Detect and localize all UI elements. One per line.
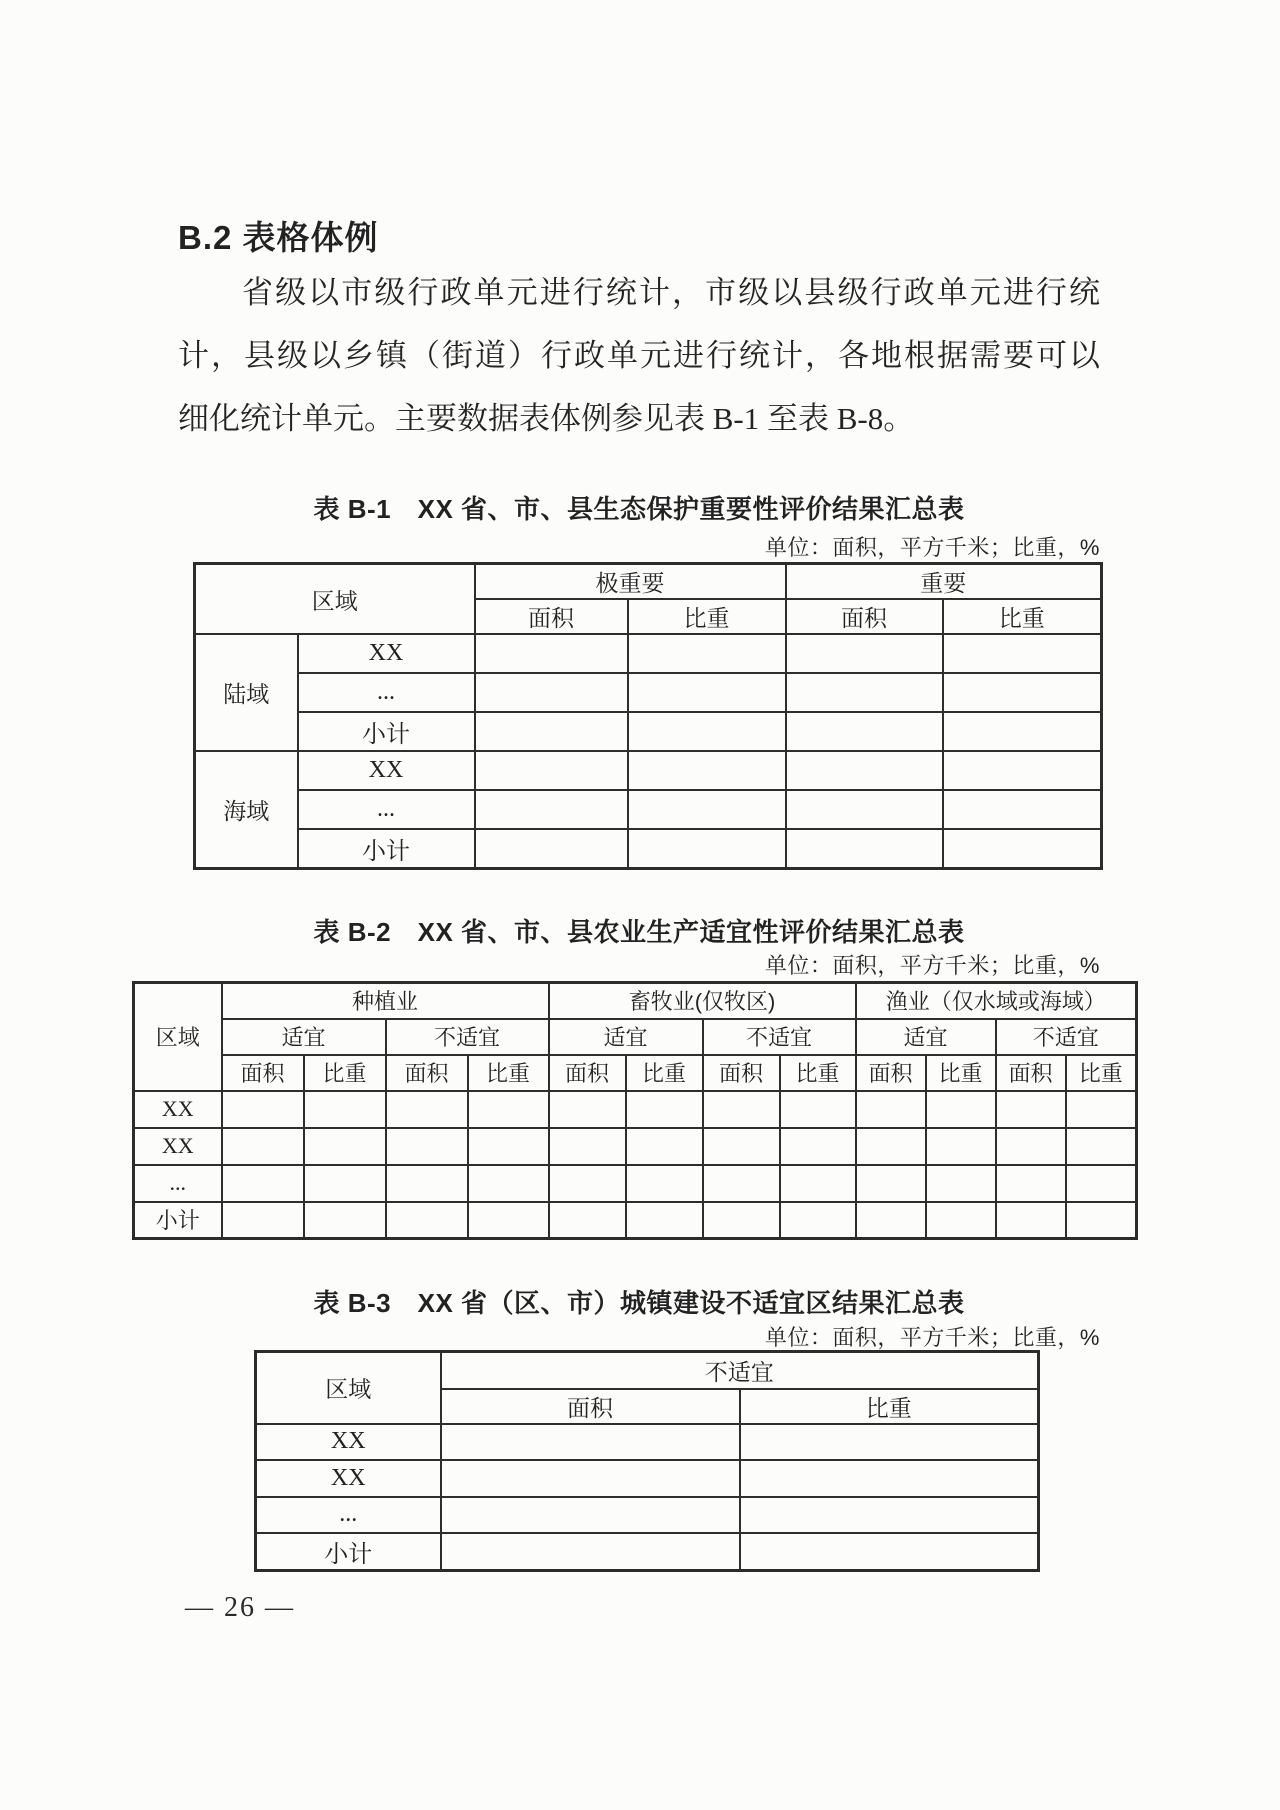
row-label-cell: ... [298,673,475,712]
corner-header-cell: 区域 [195,564,475,635]
table-b3 [254,1350,1040,1572]
column-header-cell: 比重 [926,1055,996,1091]
empty-data-cell [786,634,943,673]
empty-data-cell [441,1424,740,1460]
empty-data-cell [222,1128,304,1165]
empty-data-cell [549,1202,626,1239]
row-label-cell: 小计 [298,712,475,751]
empty-data-cell [441,1460,740,1497]
empty-data-cell [856,1128,926,1165]
empty-data-cell [786,790,943,829]
row-label-cell: XX [256,1460,441,1497]
empty-data-cell [626,1091,703,1128]
empty-data-cell [1066,1165,1137,1202]
row-label-cell: 小计 [298,829,475,868]
group-header-cell: 畜牧业(仅牧区) [549,983,856,1019]
empty-data-cell [786,673,943,712]
empty-data-cell [943,634,1102,673]
suitability-header-cell: 不适宜 [703,1019,856,1055]
empty-data-cell [628,790,786,829]
table-b3-unit-note: 单位：面积，平方千米；比重，% [764,1325,1100,1350]
suitability-header-cell: 不适宜 [386,1019,549,1055]
empty-data-cell [926,1165,996,1202]
corner-header-cell: 区域 [256,1352,441,1424]
column-header-cell: 面积 [475,599,628,634]
empty-data-cell [996,1128,1066,1165]
page-number: — 26 — [185,1592,295,1623]
empty-data-cell [304,1128,386,1165]
empty-data-cell [475,751,628,790]
table-b1-title: 表 B-1 XX 省、市、县生态保护重要性评价结果汇总表 [313,494,965,524]
column-header-cell: 比重 [943,599,1102,634]
column-header-cell: 面积 [222,1055,304,1091]
suitability-header-cell: 适宜 [222,1019,386,1055]
empty-data-cell [386,1091,468,1128]
column-header-cell: 比重 [304,1055,386,1091]
empty-data-cell [386,1128,468,1165]
empty-data-cell [468,1091,549,1128]
group-header-cell: 极重要 [475,564,786,600]
empty-data-cell [780,1128,856,1165]
empty-data-cell [628,829,786,868]
paragraph-line: 计，县级以乡镇（街道）行政单元进行统计，各地根据需要可以 [178,338,1100,373]
body-paragraph [178,261,1100,450]
empty-data-cell [740,1460,1039,1497]
empty-data-cell [304,1091,386,1128]
table-b2-title: 表 B-2 XX 省、市、县农业生产适宜性评价结果汇总表 [313,917,965,947]
row-label-cell: XX [298,751,475,790]
row-group-label-cell: 陆域 [195,634,298,751]
column-header-cell: 比重 [780,1055,856,1091]
empty-data-cell [856,1165,926,1202]
empty-data-cell [996,1202,1066,1239]
column-header-cell: 面积 [786,599,943,634]
table-b1-unit-note: 单位：面积，平方千米；比重，% [764,535,1100,560]
row-label-cell: ... [298,790,475,829]
empty-data-cell [996,1091,1066,1128]
suitability-header-cell: 不适宜 [996,1019,1137,1055]
empty-data-cell [740,1533,1039,1571]
section-heading: B.2 表格体例 [178,219,379,256]
empty-data-cell [626,1202,703,1239]
empty-data-cell [1066,1128,1137,1165]
column-header-cell: 面积 [549,1055,626,1091]
empty-data-cell [703,1165,780,1202]
empty-data-cell [780,1202,856,1239]
empty-data-cell [943,829,1102,868]
empty-data-cell [943,790,1102,829]
empty-data-cell [549,1165,626,1202]
empty-data-cell [549,1128,626,1165]
row-label-cell: ... [256,1497,441,1533]
empty-data-cell [475,673,628,712]
empty-data-cell [386,1202,468,1239]
empty-data-cell [475,712,628,751]
column-header-cell: 比重 [1066,1055,1137,1091]
empty-data-cell [626,1165,703,1202]
empty-data-cell [926,1128,996,1165]
column-header-cell: 面积 [703,1055,780,1091]
empty-data-cell [475,829,628,868]
empty-data-cell [996,1165,1066,1202]
paragraph-line: 省级以市级行政单元进行统计，市级以县级行政单元进行统 [242,275,1100,310]
empty-data-cell [926,1091,996,1128]
table-b1 [193,562,1103,870]
empty-data-cell [468,1202,549,1239]
group-header-cell: 不适宜 [441,1352,1039,1389]
empty-data-cell [943,751,1102,790]
empty-data-cell [628,751,786,790]
column-header-cell: 比重 [740,1389,1039,1424]
empty-data-cell [703,1128,780,1165]
empty-data-cell [1066,1202,1137,1239]
empty-data-cell [222,1202,304,1239]
row-label-cell: XX [134,1128,222,1165]
row-group-label-cell: 海域 [195,751,298,868]
empty-data-cell [740,1424,1039,1460]
empty-data-cell [1066,1091,1137,1128]
column-header-cell: 比重 [468,1055,549,1091]
empty-data-cell [475,790,628,829]
empty-data-cell [740,1497,1039,1533]
row-label-cell: XX [134,1091,222,1128]
empty-data-cell [475,634,628,673]
row-label-cell: 小计 [134,1202,222,1239]
empty-data-cell [549,1091,626,1128]
paragraph-line: 细化统计单元。主要数据表体例参见表 B-1 至表 B-8。 [178,401,915,436]
empty-data-cell [856,1202,926,1239]
group-header-cell: 重要 [786,564,1102,600]
column-header-cell: 面积 [996,1055,1066,1091]
empty-data-cell [386,1165,468,1202]
empty-data-cell [441,1533,740,1571]
empty-data-cell [703,1091,780,1128]
empty-data-cell [468,1165,549,1202]
empty-data-cell [943,673,1102,712]
empty-data-cell [304,1202,386,1239]
empty-data-cell [786,751,943,790]
empty-data-cell [626,1128,703,1165]
column-header-cell: 比重 [628,599,786,634]
group-header-cell: 渔业（仅水域或海域） [856,983,1137,1019]
suitability-header-cell: 适宜 [856,1019,996,1055]
empty-data-cell [441,1497,740,1533]
table-b3-title: 表 B-3 XX 省（区、市）城镇建设不适宜区结果汇总表 [313,1288,965,1318]
row-label-cell: XX [298,634,475,673]
row-label-cell: ... [134,1165,222,1202]
column-header-cell: 面积 [441,1389,740,1424]
empty-data-cell [222,1091,304,1128]
row-label-cell: 小计 [256,1533,441,1571]
empty-data-cell [468,1128,549,1165]
empty-data-cell [786,829,943,868]
column-header-cell: 比重 [626,1055,703,1091]
column-header-cell: 面积 [386,1055,468,1091]
empty-data-cell [780,1091,856,1128]
corner-header-cell: 区域 [134,983,222,1091]
empty-data-cell [628,673,786,712]
empty-data-cell [926,1202,996,1239]
empty-data-cell [628,712,786,751]
column-header-cell: 面积 [856,1055,926,1091]
table-b2 [132,981,1138,1240]
empty-data-cell [703,1202,780,1239]
empty-data-cell [943,712,1102,751]
empty-data-cell [628,634,786,673]
row-label-cell: XX [256,1424,441,1460]
empty-data-cell [304,1165,386,1202]
group-header-cell: 种植业 [222,983,549,1019]
empty-data-cell [856,1091,926,1128]
empty-data-cell [222,1165,304,1202]
suitability-header-cell: 适宜 [549,1019,703,1055]
table-b2-unit-note: 单位：面积，平方千米；比重，% [764,953,1100,978]
empty-data-cell [786,712,943,751]
empty-data-cell [780,1165,856,1202]
